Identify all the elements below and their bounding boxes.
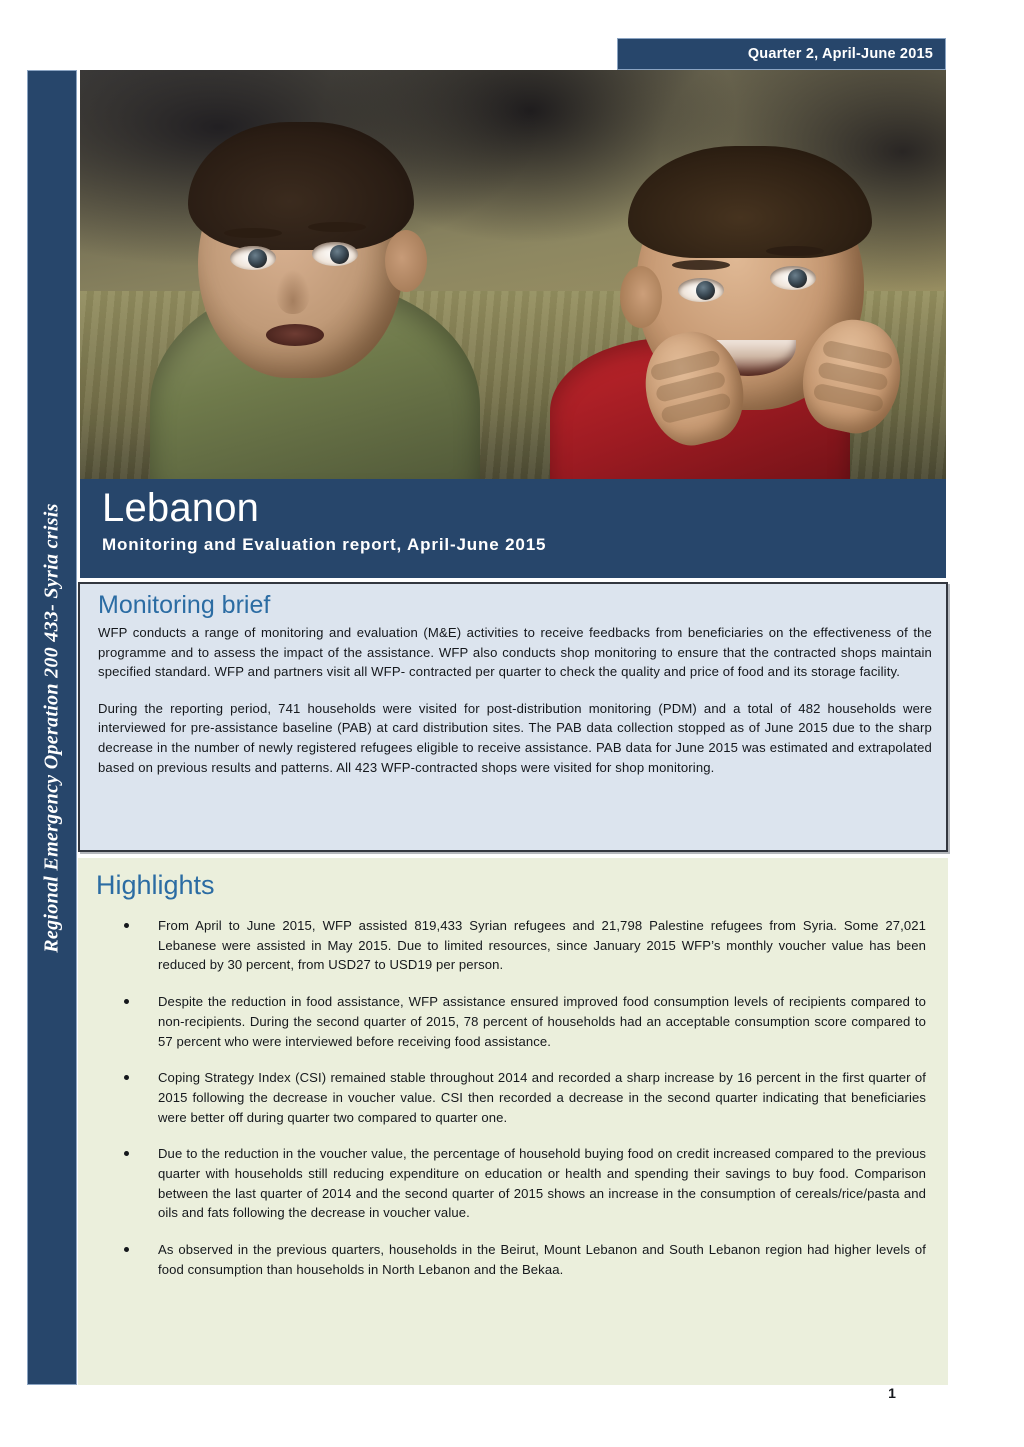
list-item-text: Despite the reduction in food assistance, WFP assistance ensured improved food consumption levels of recipients compared to non-recipients. During the second quarter of 2015, 78 percent of households had an acceptable consumption score compared to 57 percent who were interviewed before receiving food assistance. [158,994,926,1049]
left-child-mouth [266,324,324,346]
title-block [80,479,946,578]
monitoring-brief-heading: Monitoring brief [98,591,271,619]
monitoring-brief-paragraph: During the reporting period, 741 households were visited for post-distribution monitoring (PDM) and a total of 482 households were interviewed for pre-assistance baseline (PAB) at card distribution sites. The PAB data collection stopped as of June 2015 due to the sharp decrease in the number of newly registered refugees eligible to receive assistance. PAB data for June 2015 was estimated and extrapolated based on previous results and patterns. All 423 WFP-contracted shops were visited for shop monitoring. [98,700,932,775]
monitoring-brief-paragraph: WFP conducts a range of monitoring and evaluation (M&E) activities to receive feedbacks from beneficiaries on the effectiveness of the programme and to assess the impact of the assistance. WFP also conducts shop monitoring to ensure that the contracted shops maintain specified standard. WFP and partners visit all WFP- contracted per quarter to check the quality and price of food and its storage facility. [98,625,932,680]
bullet-icon [124,1247,129,1252]
quarter-banner [617,38,946,70]
left-child-eyebrow-left [224,228,282,238]
list-item [96,1240,926,1279]
right-child-ear [620,266,662,328]
left-child-nose [276,270,310,314]
sidebar-operation-label: Regional Emergency Operation 200 433- Syria crisis [40,502,63,953]
right-child-eyebrow-right [766,246,824,256]
bullet-icon [124,1151,129,1156]
page-number: 1 [888,1385,896,1401]
quarter-label: Quarter 2, April-June 2015 [747,46,933,62]
page-subtitle: Monitoring and Evaluation report, April-June 2015 [102,535,547,554]
left-child-eye-left [230,246,276,270]
bullet-icon [124,1075,129,1080]
list-item [96,916,926,975]
list-item [96,992,926,1051]
right-child-eye-right [770,266,816,290]
bullet-icon [124,999,129,1004]
list-item [96,1068,926,1127]
vertical-sidebar [27,70,77,1385]
page-title: Lebanon [102,486,260,530]
list-item-text: Due to the reduction in the voucher value, the percentage of household buying food on credit increased compared to the previous quarter with households still reducing expenditure on education or health and spending their savings to buy food. Comparison between the last quarter of 2014 and the second quarter of 2015 shows an increase in the consumption of cereals/rice/pasta and oils and fats following the decrease in voucher value. [158,1146,926,1221]
highlights-list [96,916,926,1280]
list-item-text: As observed in the previous quarters, households in the Beirut, Mount Lebanon and South Lebanon region had higher levels of food consumption than households in North Lebanon and the Bekaa. [158,1242,926,1277]
highlights-heading: Highlights [96,870,215,900]
list-item-text: From April to June 2015, WFP assisted 819,433 Syrian refugees and 21,798 Palestine refugees from Syria. Some 27,021 Lebanese were assisted in May 2015. Due to limited resources, since January 2015 WFP’s monthly voucher value has been reduced by 30 percent, from USD27 to USD19 per person. [158,918,926,973]
list-item-text: Coping Strategy Index (CSI) remained stable throughout 2014 and recorded a sharp increase by 16 percent in the first quarter of 2015 following the decrease in voucher value. CSI then recorded a decrease in the second quarter indicating that beneficiaries were better off during quarter two compared to quarter one. [158,1070,926,1125]
right-child-eyebrow-left [672,260,730,270]
list-item [96,1144,926,1223]
left-child-ear [385,230,427,292]
bullet-icon [124,923,129,928]
monitoring-brief-panel [78,582,948,852]
right-child-eye-left [678,278,724,302]
hero-photo-two-children [80,70,946,479]
highlights-panel [78,858,948,1385]
left-child-eyebrow-right [308,222,366,232]
left-child-eye-right [312,242,358,266]
